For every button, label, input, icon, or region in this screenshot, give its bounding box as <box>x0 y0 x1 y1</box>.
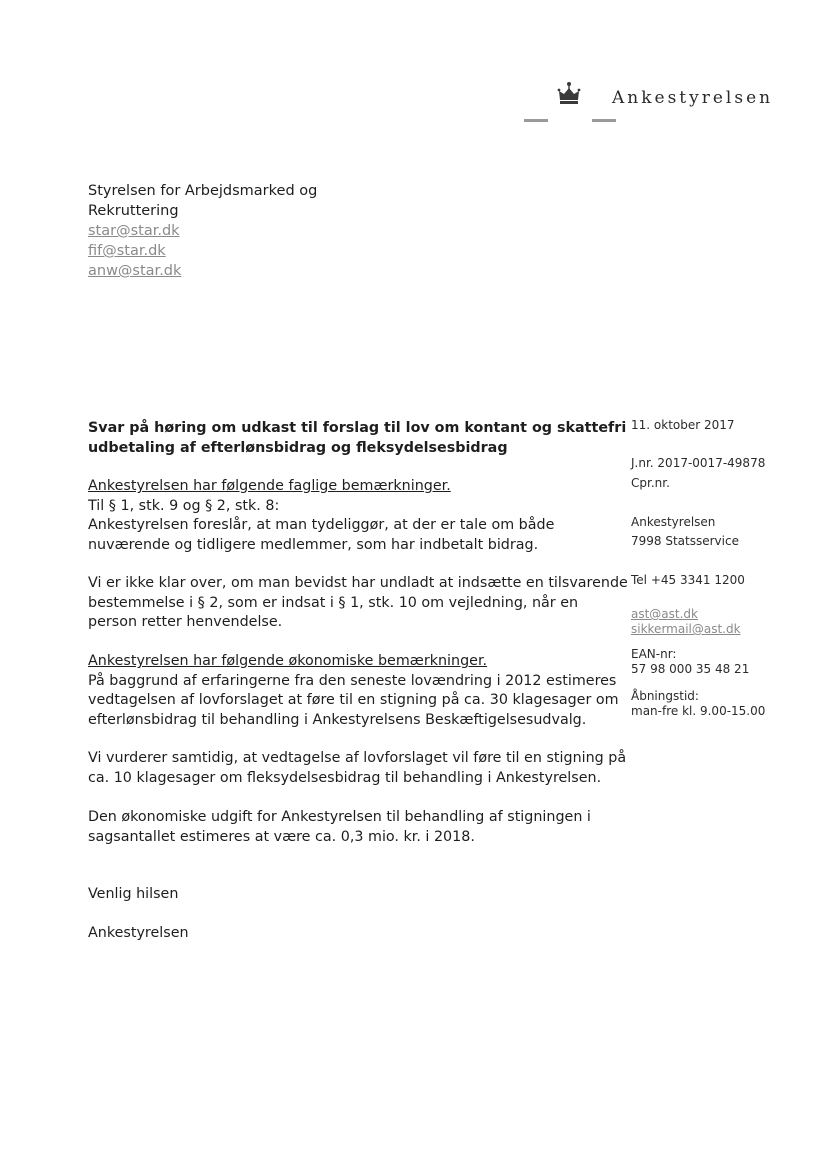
subject-line: udbetaling af efterlønsbidrag og fleksydelsesbidrag <box>88 440 508 456</box>
letterhead-divider-right <box>592 119 616 122</box>
section-heading: Ankestyrelsen har følgende økonomiske bemærkninger. <box>88 653 488 669</box>
recipient-block <box>88 181 317 281</box>
ean-value: 57 98 000 35 48 21 <box>631 662 750 676</box>
body-line: Vi er ikke klar over, om man bevidst har undladt at indsætte en tilsvarende <box>88 575 628 591</box>
section-faglige <box>88 477 618 555</box>
body-line: På baggrund af erfaringerne fra den seneste lovændring i 2012 estimeres <box>88 672 617 689</box>
body-line: sagsantallet estimeres at være ca. 0,3 mio. kr. i 2018. <box>88 828 475 845</box>
phone-number: Tel +45 3341 1200 <box>631 573 745 587</box>
recipient-name-line: Rekruttering <box>88 203 179 219</box>
address-name: Ankestyrelsen <box>631 515 716 529</box>
body-line: Vi vurderer samtidig, at vedtagelse af lovforslaget vil føre til en stigning på <box>88 750 627 766</box>
body-line: Ankestyrelsen foreslår, at man tydeliggør, at der er tale om både <box>88 517 555 533</box>
recipient-email-link[interactable]: anw@star.dk <box>88 263 182 279</box>
letter-date: 11. oktober 2017 <box>631 418 735 432</box>
opening-hours-value: man-fre kl. 9.00-15.00 <box>631 704 766 718</box>
body-line: efterlønsbidrag til behandling i Ankestyrelsens Beskæftigelsesudvalg. <box>88 711 587 728</box>
subject-line: Svar på høring om udkast til forslag til lov om kontant og skattefri <box>88 420 627 436</box>
sidebar-secure-email-link[interactable]: sikkermail@ast.dk <box>631 622 741 636</box>
address-city: 7998 Statsservice <box>631 534 739 548</box>
body-line: ca. 10 klagesager om fleksydelsesbidrag til behandling i Ankestyrelsen. <box>88 769 602 786</box>
ean-label: EAN-nr: <box>631 647 677 661</box>
sidebar-email-link[interactable]: ast@ast.dk <box>631 607 699 621</box>
body-line: Til § 1, stk. 9 og § 2, stk. 8: <box>88 497 280 514</box>
crown-logo-icon <box>556 80 582 106</box>
paragraph-udgift <box>88 808 618 847</box>
opening-hours-label: Åbningstid: <box>631 689 699 703</box>
recipient-email-link[interactable]: star@star.dk <box>88 223 180 239</box>
closing-greeting: Venlig hilsen <box>88 886 179 902</box>
body-line: Den økonomiske udgift for Ankestyrelsen til behandling af stigningen i <box>88 809 591 825</box>
journal-number: J.nr. 2017-0017-49878 <box>631 456 766 470</box>
letterhead-org-name: Ankestyrelsen <box>612 88 774 108</box>
cpr-label: Cpr.nr. <box>631 476 670 490</box>
body-line: bestemmelse i § 2, som er indsat i § 1, stk. 10 om vejledning, når en <box>88 594 579 611</box>
recipient-name-line: Styrelsen for Arbejdsmarked og <box>88 183 318 199</box>
paragraph-vejledning <box>88 574 628 633</box>
section-oekonomiske <box>88 652 618 730</box>
signature-name: Ankestyrelsen <box>88 925 189 941</box>
letter-subject <box>88 418 627 458</box>
signature <box>88 924 618 944</box>
paragraph-fleksydelse <box>88 749 627 788</box>
body-line: vedtagelsen af lovforslaget at føre til en stigning på ca. 30 klagesager om <box>88 692 619 708</box>
closing <box>88 885 618 905</box>
body-line: person retter henvendelse. <box>88 614 283 630</box>
section-heading: Ankestyrelsen har følgende faglige bemærkninger. <box>88 478 451 494</box>
body-line: nuværende og tidligere medlemmer, som har indbetalt bidrag. <box>88 536 539 553</box>
recipient-email-link[interactable]: fif@star.dk <box>88 243 166 259</box>
letterhead-divider-left <box>524 119 548 122</box>
